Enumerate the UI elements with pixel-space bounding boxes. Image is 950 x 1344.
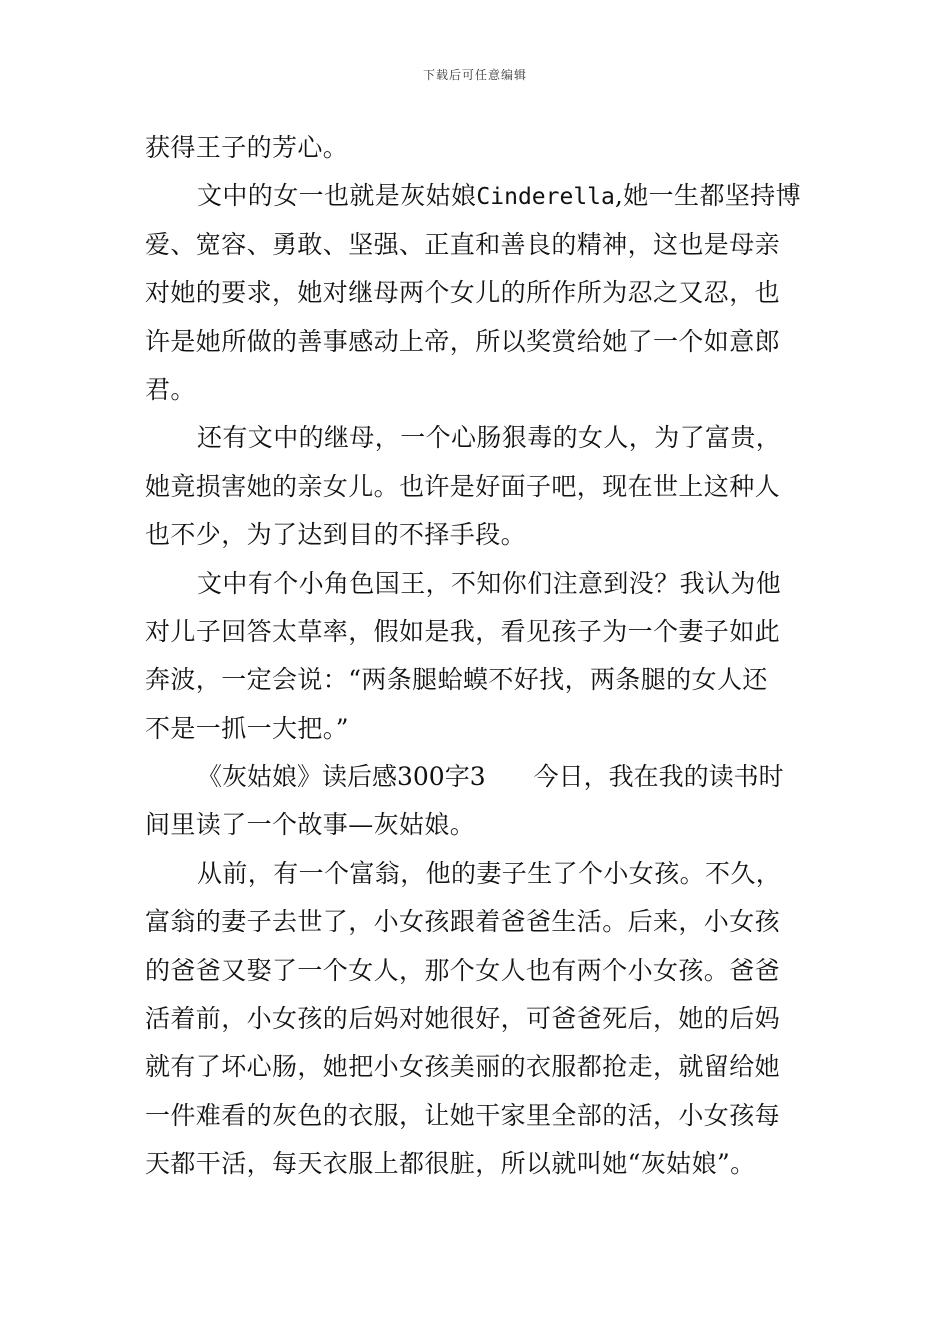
page-header: 下载后可任意编辑 [422, 68, 527, 82]
text-line: 天都干活，每天衣服上都很脏，所以就叫她“灰姑娘”。 [145, 1149, 756, 1179]
text-line: 的爸爸又娶了一个女人，那个女人也有两个小女孩。爸爸 [145, 955, 781, 985]
text-line: 许是她所做的善事感动上帝，所以奖赏给她了一个如意郎 [145, 326, 781, 356]
text-line: 她竟损害她的亲女儿。也许是好面子吧，现在世上这种人 [145, 471, 781, 501]
text-line: 富翁的妻子去世了，小女孩跟着爸爸生活。后来，小女孩 [145, 907, 781, 937]
text-fragment: 今日，我在我的读书时 [533, 762, 784, 792]
text-line: 间里读了一个故事—灰姑娘。 [145, 810, 476, 840]
text-line: 就有了坏心肠，她把小女孩美丽的衣服都抢走，就留给她 [145, 1052, 781, 1082]
text-fragment: ,她一生都坚持博 [614, 181, 802, 211]
section-title: 《灰姑娘》读后感300字3 [197, 762, 486, 792]
text-line: 不是一抓一大把。” [145, 713, 349, 743]
english-name: Cinderella [476, 184, 615, 211]
text-line: 对儿子回答太草率，假如是我，看见孩子为一个妻子如此 [145, 616, 781, 646]
text-line: 一件难看的灰色的衣服，让她干家里全部的活，小女孩每 [145, 1100, 781, 1130]
text-line: 还有文中的继母，一个心肠狠毒的女人，为了富贵， [197, 423, 782, 453]
text-line: 也不少，为了达到目的不择手段。 [145, 520, 527, 550]
text-line: 活着前，小女孩的后妈对她很好，可爸爸死后，她的后妈 [145, 1004, 781, 1034]
text-line: 对她的要求，她对继母两个女儿的所作所为忍之又忍，也 [145, 278, 781, 308]
text-line: 从前，有一个富翁，他的妻子生了个小女孩。不久， [197, 858, 782, 888]
text-line: 君。 [145, 374, 196, 404]
text-line: 获得王子的芳心。 [145, 133, 349, 162]
text-line: 爱、宽容、勇敢、坚强、正直和善良的精神，这也是母亲 [145, 229, 781, 259]
text-line [145, 172, 807, 220]
text-fragment: 文中的女一也就是灰姑娘 [197, 181, 477, 211]
text-line: 奔波，一定会说：“两条腿蛤蟆不好找，两条腿的女人还 [145, 665, 768, 695]
text-line [145, 753, 807, 801]
document-body [145, 124, 807, 1189]
text-line: 文中有个小角色国王，不知你们注意到没？我认为他 [197, 568, 782, 598]
